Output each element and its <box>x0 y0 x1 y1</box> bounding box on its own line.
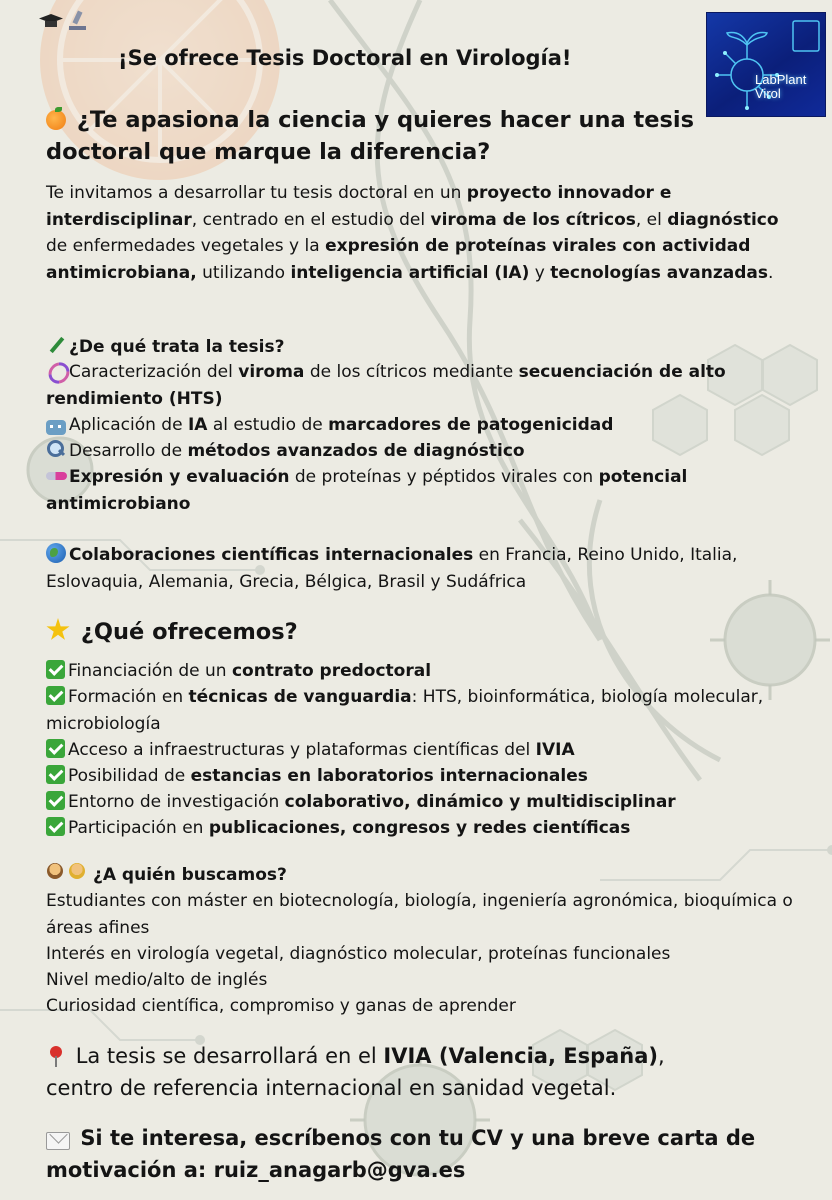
check-icon <box>46 791 65 810</box>
item-text: de los cítricos mediante <box>304 362 519 382</box>
contact-line-2[interactable]: motivación a: ruiz_anagarb@gva.es <box>46 1158 466 1182</box>
item-bold: marcadores de patogenicidad <box>328 415 614 435</box>
item-text: : HTS, bioinformática, biología molecular, microbiología <box>46 687 764 734</box>
header-emoji <box>38 8 90 32</box>
item-text: Formación en <box>68 687 189 707</box>
list-item <box>46 815 806 842</box>
offer-heading-text: ¿Qué ofrecemos? <box>80 619 298 645</box>
envelope-icon <box>46 1132 70 1150</box>
intro-paragraph <box>46 180 796 286</box>
item-text: Acceso a infraestructuras y plataformas científicas del <box>68 740 536 760</box>
intro-text: de enfermedades vegetales y la <box>46 236 326 256</box>
seek-heading-text: ¿A quién buscamos? <box>93 865 287 885</box>
collab-bold: Colaboraciones científicas internacionales <box>69 545 474 565</box>
item-text: Caracterización del <box>69 362 239 382</box>
list-item <box>46 412 806 439</box>
intro-heading-line-1: ¿Te apasiona la ciencia y quieres hacer una tesis <box>76 107 695 133</box>
seek-line: Curiosidad científica, compromiso y ganas de aprender <box>46 996 516 1016</box>
intro-bold: viroma de los cítricos <box>430 209 636 230</box>
intro-text: Te invitamos a desarrollar tu tesis doctoral en un <box>46 183 467 203</box>
item-bold: estancias en laboratorios internacionales <box>190 766 588 786</box>
microscope-icon <box>67 10 87 30</box>
check-icon <box>46 765 65 784</box>
item-text: al estudio de <box>207 415 329 435</box>
item-bold: técnicas de vanguardia <box>188 687 412 707</box>
check-icon <box>46 686 65 705</box>
intro-bold: diagnóstico <box>667 209 779 230</box>
item-bold: métodos avanzados de diagnóstico <box>187 441 525 461</box>
list-item <box>46 789 806 816</box>
orange-icon <box>46 110 66 130</box>
check-icon <box>46 739 65 758</box>
offer-heading <box>46 616 298 648</box>
item-bold: colaborativo, dinámico y multidisciplinar <box>284 792 676 812</box>
intro-text: , centrado en el estudio del <box>191 209 431 230</box>
intro-text: . <box>768 262 774 283</box>
intro-heading <box>46 104 694 168</box>
location-text: , <box>658 1044 665 1068</box>
logo-text <box>755 73 806 101</box>
item-bold: secuenciación de alto rendimiento (HTS) <box>46 362 726 409</box>
location-bold: IVIA (Valencia, España) <box>383 1044 659 1068</box>
collaborations <box>46 542 806 595</box>
intro-text: utilizando <box>196 262 291 283</box>
page-title: ¡Se ofrece Tesis Doctoral en Virología! <box>118 46 572 70</box>
scientists-icon <box>46 863 90 883</box>
seek-heading <box>46 862 287 888</box>
logo-line-1: LabPlant <box>755 72 807 87</box>
item-bold: viroma <box>238 362 305 382</box>
item-bold: IA <box>187 415 208 435</box>
dna-icon <box>46 360 66 380</box>
item-bold: IVIA <box>535 740 575 760</box>
list-item <box>46 737 806 764</box>
location-text: La tesis se desarrollará en el <box>75 1044 384 1068</box>
item-text: Participación en <box>68 818 209 838</box>
magnifier-icon <box>46 439 66 459</box>
logo-line-2: Virol <box>755 86 781 101</box>
item-text: Entorno de investigación <box>68 792 285 812</box>
contact-line-1: Si te interesa, escríbenos con tu CV y una breve carta de <box>80 1126 756 1150</box>
globe-icon <box>46 543 66 563</box>
logo-art <box>707 13 826 117</box>
list-item <box>46 359 806 412</box>
item-bold: Expresión y evaluación <box>69 467 290 487</box>
intro-text: , el <box>635 209 668 230</box>
pen-icon <box>46 335 66 355</box>
star-icon <box>46 618 70 642</box>
labplant-virol-logo <box>706 12 826 117</box>
intro-bold: tecnologías avanzadas <box>550 262 768 283</box>
intro-heading-line-2: doctoral que marque la diferencia? <box>46 139 491 165</box>
item-bold: publicaciones, congresos y redes científicas <box>208 818 631 838</box>
item-text: Posibilidad de <box>68 766 191 786</box>
robot-icon <box>46 420 66 435</box>
pin-icon <box>46 1046 66 1066</box>
item-bold: potencial antimicrobiano <box>46 467 688 514</box>
contact <box>46 1122 806 1186</box>
intro-bold: inteligencia artificial (IA) <box>290 262 530 283</box>
item-text: Desarrollo de <box>69 441 188 461</box>
intro-text: y <box>529 262 551 283</box>
list-item <box>46 658 806 685</box>
seek-line: Nivel medio/alto de inglés <box>46 970 268 990</box>
check-icon <box>46 817 65 836</box>
test-tube-icon <box>46 465 66 485</box>
intro-bold: expresión de proteínas virales con actividad antimicrobiana, <box>46 236 751 283</box>
intro-bold: proyecto innovador e interdisciplinar <box>46 183 672 230</box>
item-bold: contrato predoctoral <box>231 661 432 681</box>
check-icon <box>46 660 65 679</box>
list-item <box>46 684 806 737</box>
item-text: Aplicación de <box>69 415 188 435</box>
list-item <box>46 438 806 465</box>
location-line-2: centro de referencia internacional en sanidad vegetal. <box>46 1076 617 1100</box>
list-item <box>46 464 806 517</box>
collab-text: en Francia, Reino Unido, Italia, Eslovaquia, Alemania, Grecia, Bélgica, Brasil y Sudáfrica <box>46 545 738 592</box>
list-item <box>46 763 806 790</box>
seek-line: Interés en virología vegetal, diagnóstico molecular, proteínas funcionales <box>46 944 671 964</box>
graduation-cap-icon <box>38 10 64 30</box>
location <box>46 1040 665 1104</box>
thesis-heading-text: ¿De qué trata la tesis? <box>69 337 285 357</box>
seek-line: Estudiantes con máster en biotecnología, biología, ingeniería agronómica, bioquímica o áreas afines <box>46 891 793 938</box>
item-text: Financiación de un <box>68 661 232 681</box>
item-text: de proteínas y péptidos virales con <box>289 467 599 487</box>
thesis-heading <box>46 334 284 360</box>
